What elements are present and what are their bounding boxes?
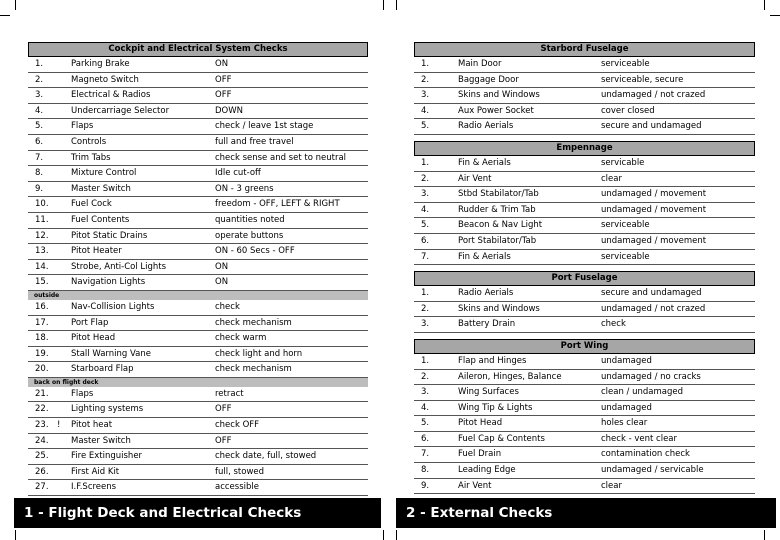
checklist-row (28, 182, 368, 198)
row-number: 26. (35, 466, 49, 477)
row-value: OFF (215, 74, 232, 85)
row-number: 5. (421, 220, 430, 231)
checklist-row (414, 172, 755, 188)
row-number: 17. (35, 317, 49, 328)
row-value: retract (215, 388, 244, 399)
checklist-row (414, 385, 755, 401)
checklist-row (414, 203, 755, 219)
row-value: holes clear (601, 418, 648, 429)
row-number: 6. (421, 235, 430, 246)
row-item: Skins and Windows (458, 90, 540, 101)
section-header: Starbord Fuselage (414, 42, 755, 57)
row-number: 6. (421, 433, 430, 444)
crop-mark (396, 0, 397, 10)
row-value: ON - 60 Secs - OFF (215, 246, 295, 257)
row-number: 1. (421, 59, 430, 69)
row-item: Magneto Switch (71, 74, 139, 85)
row-number: 1. (421, 288, 430, 299)
footer-external: 2 - External Checks (396, 498, 776, 528)
row-value: serviceable, secure (601, 74, 684, 85)
row-value: undamaged / movement (601, 204, 707, 215)
section-header: Port Wing (414, 339, 755, 354)
row-item: First Aid Kit (71, 466, 120, 477)
row-item: Port Flap (71, 317, 109, 328)
row-number: 2. (421, 303, 430, 314)
row-value: ON (215, 261, 229, 272)
checklist-row (414, 119, 755, 135)
row-item: Parking Brake (71, 59, 130, 69)
row-value: check (601, 319, 626, 330)
checklist-row (28, 229, 368, 245)
checklist-row (414, 286, 755, 302)
checklist-row (28, 316, 368, 332)
checklist-row (414, 73, 755, 89)
row-number: 10. (35, 199, 49, 210)
row-item: Flaps (71, 388, 94, 399)
row-item: Flap and Hinges (458, 355, 527, 366)
row-value: clean / undamaged (601, 387, 684, 398)
checklist-row (28, 300, 368, 316)
checklist-row (414, 57, 755, 73)
row-number: 3. (35, 90, 44, 101)
row-item: Baggage Door (458, 74, 519, 85)
row-value: OFF (215, 90, 232, 101)
checklist-row (28, 347, 368, 363)
row-number: 14. (35, 261, 49, 272)
row-number: 4. (35, 105, 44, 116)
row-item: Fire Extinguisher (71, 451, 143, 462)
subsection-label-outside: outside (28, 291, 368, 300)
checklist-row (28, 387, 368, 403)
crop-mark (396, 530, 397, 540)
row-number: 22. (35, 404, 49, 415)
row-item: Master Switch (71, 183, 131, 194)
checklist-row (28, 197, 368, 213)
external-checklist (414, 42, 755, 494)
row-value: undamaged / not crazed (601, 303, 706, 314)
checklist-row (414, 416, 755, 432)
crop-mark (764, 530, 765, 540)
checklist-row (414, 250, 755, 266)
row-number: 4. (421, 402, 430, 413)
row-value: servicable (601, 157, 645, 168)
row-number: 2. (421, 74, 430, 85)
row-value: undamaged / no cracks (601, 371, 701, 382)
row-value: operate buttons (215, 230, 284, 241)
crop-mark (764, 0, 765, 10)
row-item: Fin & Aerials (458, 157, 511, 168)
row-item: Navigation Lights (71, 277, 146, 288)
row-number: 19. (35, 348, 49, 359)
row-value: check - vent clear (601, 433, 678, 444)
row-number: 3. (421, 189, 430, 200)
section-header: Empennage (414, 141, 755, 156)
row-value: full, stowed (215, 466, 265, 477)
row-item: Flaps (71, 121, 94, 132)
row-item: Controls (71, 136, 107, 147)
checklist-row (28, 151, 368, 167)
row-item: Pitot Heater (71, 246, 122, 257)
row-value: undamaged (601, 402, 652, 413)
row-item: Pitot Head (458, 418, 503, 429)
row-item: Stbd Stabilator/Tab (458, 189, 539, 200)
checklist-row (28, 465, 368, 481)
checklist-row (28, 88, 368, 104)
checklist-row (414, 463, 755, 479)
checklist-row (414, 317, 755, 333)
checklist-row (414, 479, 755, 495)
row-value: check mechanism (215, 364, 292, 375)
row-number: 18. (35, 333, 49, 344)
footer-flight-deck: 1 - Flight Deck and Electrical Checks (14, 498, 381, 528)
row-number: 8. (421, 465, 430, 476)
row-value: OFF (215, 435, 232, 446)
row-item: Electrical & Radios (71, 90, 151, 101)
row-number: 27. (35, 482, 49, 493)
row-value: cover closed (601, 105, 655, 116)
row-item: Pitot Head (71, 333, 116, 344)
row-number: 9. (421, 480, 430, 491)
row-item: Rudder & Trim Tab (458, 204, 536, 215)
row-number: 8. (35, 168, 44, 179)
checklist-row (28, 402, 368, 418)
row-item: Port Stabilator/Tab (458, 235, 537, 246)
row-number: 23. (35, 420, 49, 431)
row-item: Wing Tip & Lights (458, 402, 533, 413)
cockpit-checklist (28, 42, 368, 496)
row-number: 1. (35, 59, 44, 69)
row-value: freedom - OFF, LEFT & RIGHT (215, 199, 340, 210)
row-value: clear (601, 480, 622, 491)
row-item: Skins and Windows (458, 303, 540, 314)
checklist-row (414, 88, 755, 104)
checklist-row (28, 119, 368, 135)
row-value: check / leave 1st stage (215, 121, 314, 132)
crop-mark (15, 0, 16, 10)
row-value: OFF (215, 404, 232, 415)
row-number: 6. (35, 136, 44, 147)
row-item: Air Vent (458, 480, 492, 491)
checklist-row (414, 156, 755, 172)
row-number: 7. (35, 152, 44, 163)
row-number: 1. (421, 157, 430, 168)
row-value: undamaged / servicable (601, 465, 704, 476)
crop-mark (383, 530, 384, 540)
row-number: 5. (421, 418, 430, 429)
row-value: ON - 3 greens (215, 183, 274, 194)
checklist-row (414, 447, 755, 463)
checklist-row (28, 104, 368, 120)
checklist-row (414, 401, 755, 417)
crop-mark (0, 15, 10, 16)
row-number: 25. (35, 451, 49, 462)
row-number: 12. (35, 230, 49, 241)
row-item: Stall Warning Vane (71, 348, 151, 359)
row-number: 11. (35, 214, 49, 225)
row-item: Main Door (458, 59, 502, 69)
checklist-row (28, 244, 368, 260)
checklist-row (28, 166, 368, 182)
row-number: 3. (421, 90, 430, 101)
checklist-row (414, 354, 755, 370)
checklist-row (414, 234, 755, 250)
checklist-row (28, 213, 368, 229)
row-number: 2. (421, 173, 430, 184)
row-value: check light and horn (215, 348, 303, 359)
row-value: DOWN (215, 105, 243, 116)
row-item: Wing Surfaces (458, 387, 519, 398)
row-item: Pitot Static Drains (71, 230, 148, 241)
row-value: serviceable (601, 59, 650, 69)
row-value: undamaged / movement (601, 189, 707, 200)
row-number: 24. (35, 435, 49, 446)
subsection-label-flight-deck: back on flight deck (28, 378, 368, 387)
row-item: Fuel Cock (71, 199, 112, 210)
row-item: Leading Edge (458, 465, 516, 476)
checklist-row (28, 135, 368, 151)
row-item: Beacon & Nav Light (458, 220, 543, 231)
crop-mark (770, 15, 780, 16)
row-value: secure and undamaged (601, 121, 702, 132)
row-number: 1. (421, 355, 430, 366)
checklist-row (414, 370, 755, 386)
row-value: serviceable (601, 220, 650, 231)
row-number: 7. (421, 251, 430, 262)
checklist-row (28, 362, 368, 378)
row-value: ON (215, 59, 229, 69)
row-item: Fuel Cap & Contents (458, 433, 545, 444)
checklist-row (414, 187, 755, 203)
row-item: Nav-Collision Lights (71, 301, 155, 312)
row-item: Fuel Drain (458, 449, 502, 460)
row-value: check mechanism (215, 317, 292, 328)
row-item: Air Vent (458, 173, 492, 184)
row-item: Starboard Flap (71, 364, 134, 375)
row-value: accessible (215, 482, 259, 493)
row-value: secure and undamaged (601, 288, 702, 299)
row-value: check (215, 301, 240, 312)
row-value: serviceable (601, 251, 650, 262)
row-value: undamaged (601, 355, 652, 366)
row-item: Mixture Control (71, 168, 137, 179)
row-number: 5. (421, 121, 430, 132)
row-item: Master Switch (71, 435, 131, 446)
checklist-row (28, 449, 368, 465)
row-item: Trim Tabs (71, 152, 111, 163)
crop-mark (15, 530, 16, 540)
row-number: 9. (35, 183, 44, 194)
row-item: Battery Drain (458, 319, 516, 330)
row-item: Pitot heat (71, 420, 113, 431)
row-value: undamaged / movement (601, 235, 707, 246)
row-number: 2. (35, 74, 44, 85)
checklist-row (28, 331, 368, 347)
row-item: Radio Aerials (458, 288, 514, 299)
row-number: 13. (35, 246, 49, 257)
row-value: Idle cut-off (215, 168, 261, 179)
row-number: 21. (35, 388, 49, 399)
row-item: Aileron, Hinges, Balance (458, 371, 562, 382)
row-value: quantities noted (215, 214, 285, 225)
row-number: 5. (35, 121, 44, 132)
checklist-row (28, 73, 368, 89)
row-value: check OFF (215, 420, 260, 431)
row-number: 20. (35, 364, 49, 375)
checklist-row (28, 260, 368, 276)
row-item: Radio Aerials (458, 121, 514, 132)
checklist-row (414, 218, 755, 234)
row-value: ON (215, 277, 229, 288)
row-item: Fin & Aerials (458, 251, 511, 262)
checklist-row (28, 434, 368, 450)
checklist-row (28, 57, 368, 73)
row-marker: ! (57, 420, 61, 431)
checklist-row (28, 275, 368, 291)
row-value: undamaged / not crazed (601, 90, 706, 101)
checklist-row (28, 480, 368, 496)
row-value: check warm (215, 333, 267, 344)
section-header: Port Fuselage (414, 271, 755, 286)
row-item: Lighting systems (71, 404, 144, 415)
checklist-row (28, 418, 368, 434)
row-number: 16. (35, 301, 49, 312)
row-number: 4. (421, 105, 430, 116)
row-value: check date, full, stowed (215, 451, 317, 462)
section-header: Cockpit and Electrical System Checks (28, 42, 368, 57)
row-item: Aux Power Socket (458, 105, 534, 116)
checklist-row (414, 302, 755, 318)
row-number: 7. (421, 449, 430, 460)
row-value: clear (601, 173, 622, 184)
row-value: check sense and set to neutral (215, 152, 347, 163)
row-item: I.F.Screens (71, 482, 117, 493)
row-item: Fuel Contents (71, 214, 130, 225)
row-item: Undercarriage Selector (71, 105, 170, 116)
row-number: 3. (421, 387, 430, 398)
crop-mark (383, 0, 384, 10)
row-number: 15. (35, 277, 49, 288)
row-number: 2. (421, 371, 430, 382)
checklist-row (414, 432, 755, 448)
row-number: 3. (421, 319, 430, 330)
row-number: 4. (421, 204, 430, 215)
row-value: full and free travel (215, 136, 294, 147)
checklist-row (414, 104, 755, 120)
row-value: contamination check (601, 449, 690, 460)
row-item: Strobe, Anti-Col Lights (71, 261, 167, 272)
